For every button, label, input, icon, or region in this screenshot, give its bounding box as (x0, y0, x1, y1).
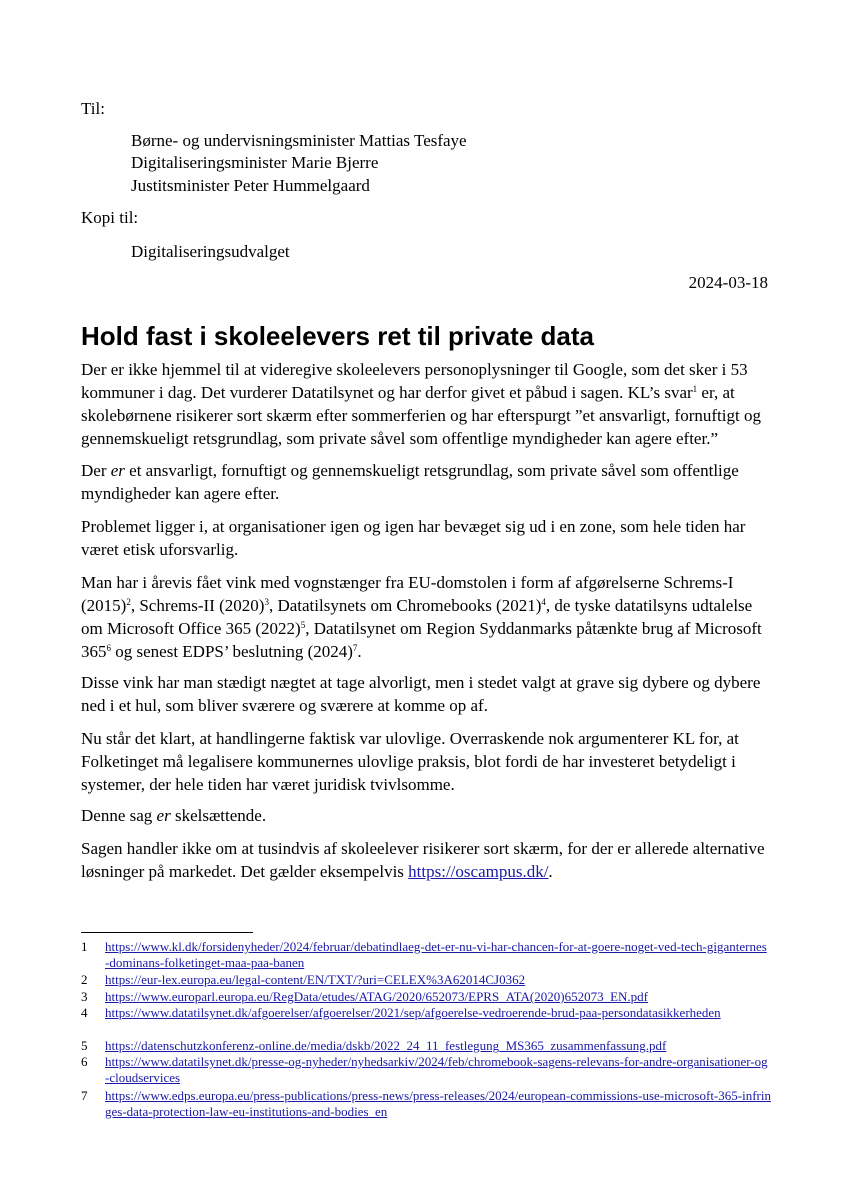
cc-recipient-1: Digitaliseringsudvalget (131, 242, 290, 261)
paragraph-6: Nu står det klart, at handlingerne faktisk var ulovlige. Overraskende nok argumenterer KL for, at Folketinget må legalisere kommunernes ulovlige praksis, blot fordi de har investeret betydeligt i systemer, der hele tiden har været juridisk tvivlsomme. (81, 729, 739, 794)
recipient-1: Børne- og undervisningsminister Mattias Tesfaye (131, 131, 467, 150)
paragraph-4: Man har i årevis fået vink med vognstænger fra EU-domstolen i form af afgørelserne Schrems-I $(2015)^2$, Schrems-II $(2020)^3$, Datatilsynets om Chromebooks $(2021)^4$, de tyske datatilsyns udtalelse om Microsoft Office 365 $(2022)^5$, Datatilsynet om Region Syddanmarks påtænkte brug af Microsoft $365^6$ og senest EDPS’ beslutning $(2024)^7$. (81, 573, 762, 661)
footnote-3: 3 https://www.europarl.europa.eu/RegData/etudes/ATAG/2020/652073/EPRS_ATA(2020)652073_EN.pdf (81, 989, 771, 1005)
paragraph-1: Der er ikke hjemmel til at videregive skoleelevers personoplysninger til Google, som det sker i 53 kommuner i dag. Det vurderer Datatilsynet og har derfor givet et påbud i sagen. KL’s svar$^1$ er, at skolebørnene risikerer sort skærm efter sommerferien og har efterspurgt ”et ansvarligt, fornuftigt og gennemskueligt retsgrundlag, som private såvel som offentlige myndigheder kan agere efter.” (81, 360, 761, 448)
to-label: Til: (81, 99, 105, 118)
footnote-divider (81, 932, 253, 933)
footnote-link-6[interactable]: https://www.datatilsynet.dk/presse-og-nyheder/nyhedsarkiv/2024/feb/chromebook-sagens-relevans-for-andre-organisationer-og-cloudservices (105, 1054, 768, 1085)
footnote-link-5[interactable]: https://datenschutzkonferenz-online.de/media/dskb/2022_24_11_festlegung_MS365_zusammenfassung.pdf (105, 1038, 667, 1053)
footnote-6: 6 https://www.datatilsynet.dk/presse-og-nyheder/nyhedsarkiv/2024/feb/chromebook-sagens-relevans-for-andre-organisationer-og-cloudservices (81, 1054, 771, 1086)
footnote-ref-1: 1 (692, 384, 698, 394)
recipient-3: Justitsminister Peter Hummelgaard (131, 176, 370, 195)
footnote-link-1[interactable]: https://www.kl.dk/forsidenyheder/2024/februar/debatindlaeg-det-er-nu-vi-har-chancen-for-at-goere-noget-ved-tech-giganternes-dominans-folketinget-maa-paa-banen (105, 939, 767, 970)
footnote-link-4[interactable]: https://www.datatilsynet.dk/afgoerelser/afgoerelser/2021/sep/afgoerelse-vedroerende-brud-paa-persondatasikkerheden (105, 1005, 721, 1020)
footnote-4: 4 https://www.datatilsynet.dk/afgoerelser/afgoerelser/2021/sep/afgoerelse-vedroerende-brud-paa-persondatasikkerheden (81, 1005, 771, 1021)
oscampus-link[interactable]: https://oscampus.dk/ (408, 862, 549, 881)
footnote-link-7[interactable]: https://www.edps.europa.eu/press-publications/press-news/press-releases/2024/european-commissions-use-microsoft-365-infringes-data-protection-law-eu-institutions-and-bodies_en (105, 1088, 771, 1119)
recipient-2: Digitaliseringsminister Marie Bjerre (131, 153, 379, 172)
footnote-2: 2 https://eur-lex.europa.eu/legal-content/EN/TXT/?uri=CELEX%3A62014CJ0362 (81, 972, 771, 988)
cc-label: Kopi til: (81, 208, 139, 227)
paragraph-3: Problemet ligger i, at organisationer igen og igen har bevæget sig ud i en zone, som hele tiden har været etisk uforsvarlig. (81, 517, 746, 559)
footnote-5: 5 https://datenschutzkonferenz-online.de/media/dskb/2022_24_11_festlegung_MS365_zusammenfassung.pdf (81, 1038, 771, 1054)
paragraph-7: Denne sag er skelsættende. (81, 806, 267, 825)
paragraph-8: Sagen handler ikke om at tusindvis af skoleelever risikerer sort skærm, for der er allerede alternative løsninger på markedet. Det gælder eksempelvis https://oscampus.dk/. (81, 839, 765, 881)
footnote-ref-2: 2 (126, 597, 131, 607)
footnote-ref-5: 5 (300, 620, 306, 630)
footnote-ref-7: 7 (352, 643, 358, 653)
footnote-link-2[interactable]: https://eur-lex.europa.eu/legal-content/EN/TXT/?uri=CELEX%3A62014CJ0362 (105, 972, 526, 987)
footnote-ref-6: 6 (106, 643, 111, 653)
footnote-1: 1 https://www.kl.dk/forsidenyheder/2024/februar/debatindlaeg-det-er-nu-vi-har-chancen-for-at-goere-noget-ved-tech-giganternes-dominans-folketinget-maa-paa-banen (81, 939, 771, 971)
footnote-7: 7 https://www.edps.europa.eu/press-publications/press-news/press-releases/2024/european-commissions-use-microsoft-365-infringes-data-protection-law-eu-institutions-and-bodies_en (81, 1088, 771, 1119)
footnote-link-3[interactable]: https://www.europarl.europa.eu/RegData/etudes/ATAG/2020/652073/EPRS_ATA(2020)652073_EN.pdf (105, 989, 648, 1004)
paragraph-2: Der er et ansvarligt, fornuftigt og gennemskueligt retsgrundlag, som private såvel som offentlige myndigheder kan agere efter. (81, 461, 739, 503)
paragraph-5: Disse vink har man stædigt nægtet at tage alvorligt, men i stedet valgt at grave sig dybere og dybere ned i et hul, som bliver sværere og sværere at komme op af. (81, 673, 761, 715)
page-title: Hold fast i skoleelevers ret til private data (81, 321, 594, 351)
footnote-ref-3: 3 (264, 597, 269, 607)
footnote-ref-4: 4 (541, 597, 546, 607)
letter-date: 2024-03-18 (688, 273, 768, 292)
